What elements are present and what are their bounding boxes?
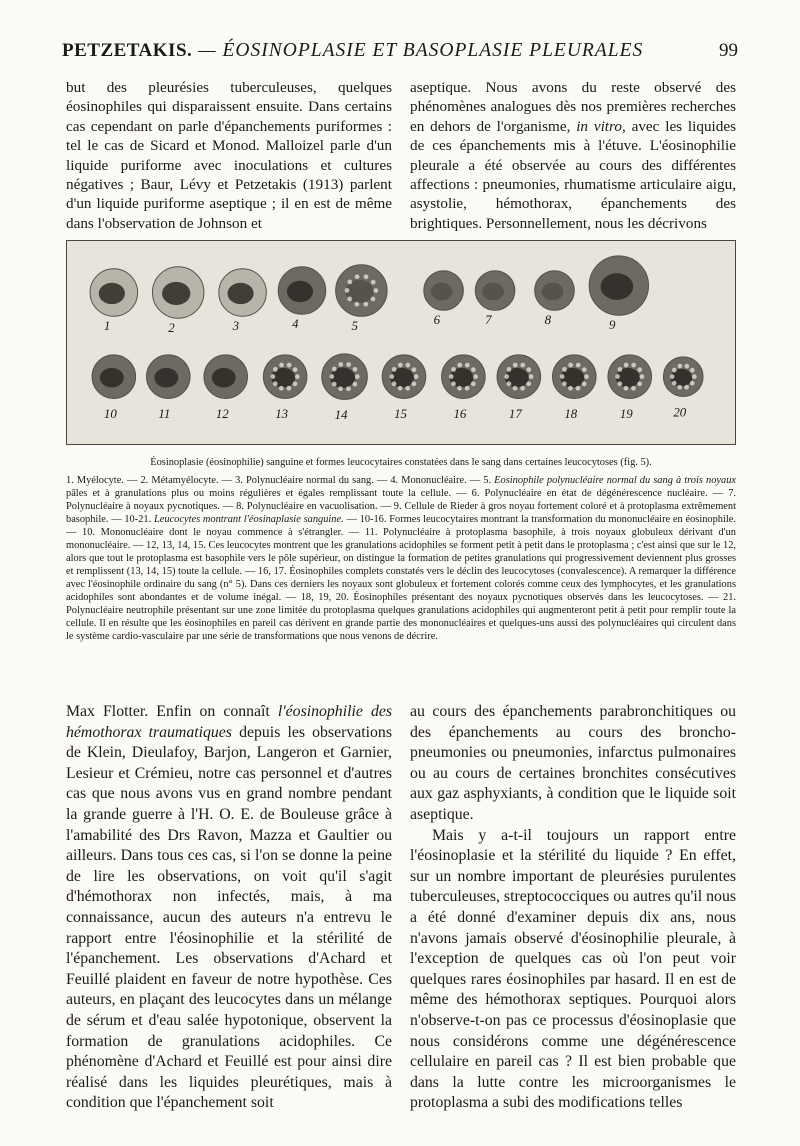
cell-label-15: 15 xyxy=(394,407,407,422)
granule xyxy=(684,364,689,369)
header-author: PETZETAKIS. xyxy=(62,40,193,61)
paragraph-bottom-left xyxy=(66,702,392,1114)
granule xyxy=(471,367,476,372)
granule xyxy=(353,367,358,372)
granule xyxy=(451,367,456,372)
granule xyxy=(332,382,337,387)
granule xyxy=(392,381,397,386)
granule xyxy=(286,386,291,391)
granule xyxy=(371,297,376,302)
granule xyxy=(271,374,276,379)
column-bottom-left xyxy=(66,702,392,1114)
cell-8 xyxy=(535,271,575,311)
figure-plate-leucocytes xyxy=(66,240,736,445)
granule xyxy=(640,374,645,379)
caption-italic-run: Leucocytes montrant l'éosinaplasie sanguine. xyxy=(153,514,344,525)
paragraph-top-left: but des pleurésies tuberculeuses, quelques éosinophiles qui disparaissent ensuite. Dans certains cas cependant on parle d'épanchements puriformes : tel le cas de Sicard et Monod. Malloizel parle d'un liquide puriforme avec inoculations et cultures négatives ; Baur, Lévy et Petzetakis (1913) parlent d'un liquide puriforme aseptique ; il en est de même dans l'observation de Johnson et xyxy=(66,79,392,232)
granule xyxy=(465,386,470,391)
granule xyxy=(504,374,509,379)
granule xyxy=(637,381,642,386)
cell-11 xyxy=(147,355,191,399)
granule xyxy=(414,374,419,379)
granule xyxy=(562,381,567,386)
granule xyxy=(287,363,292,368)
granule xyxy=(332,367,337,372)
granule xyxy=(560,374,565,379)
granule xyxy=(457,363,462,368)
cell-1 xyxy=(90,269,138,317)
cell-20 xyxy=(663,357,703,397)
granule xyxy=(346,386,351,391)
cell-nucleus xyxy=(482,283,504,301)
granule xyxy=(295,374,300,379)
caption-title: Éosinoplasie (éosinophilie) sanguine et formes leucocytaires constatées dans le sang dans certaines leucocytoses (fig. 5). xyxy=(150,457,652,468)
granule xyxy=(631,386,636,391)
granule xyxy=(347,280,352,285)
granule xyxy=(617,381,622,386)
figure-svg xyxy=(67,241,735,444)
cell-nucleus xyxy=(99,283,125,304)
granule xyxy=(338,386,343,391)
granule xyxy=(576,386,581,391)
granule xyxy=(672,381,677,386)
running-header xyxy=(62,40,738,72)
granule xyxy=(355,374,360,379)
granule xyxy=(507,367,512,372)
granule xyxy=(473,374,478,379)
header-dash: — xyxy=(198,40,217,61)
caption-run: pâles et à granulations plus ou moins régulières et égales remplissant toute la cellule. — 6. Polynucléaire en état de dégénérescence nucléaire. — 7. Polynucléaire à noyaux pycnotiques. — 8. Polynucléaire en vacuolisation. — 9. Cellule de Rieder à gros noyau fortement coloré et à protoplasma extrêmement basophile. — 10-21. xyxy=(66,488,736,525)
granule xyxy=(352,382,357,387)
cell-16 xyxy=(442,355,486,399)
cell-7 xyxy=(475,271,515,311)
granule xyxy=(690,368,695,373)
text-run: depuis les observations de Klein, Dieulafoy, Barjon, Langeron et Garnier, Lesieur et Crémieu, notre cas personnel et d'autres cas que nous avons vus en grand nombre pendant la grande guerre à l'H. O. E. de Bouleuse grâce à l'amabilité des Drs Ravon, Mazza et Gaultier ou ailleurs. Dans tous ces cas, si l'on se donne la peine de lire les observations, on voit qu'il s'agit d'hémothorax non infectés, mais, à ma connaissance, aucun des auteurs n'a entrevu le rapport entre l'éosinophilie et la stérilité de l'épanchement. Les observations d'Achard et Feuillé plaident en faveur de notre hypothèse. Ces auteurs, en plaçant des leucocytes dans un mélange de sérum et d'eau salée hypotonique, observent la formation de granulations acidophiles. Ce phénomène d'Achard et Feuillé est pour ainsi dire réalisé dans les liquides pleurétiques, mais à condition que l'épanchement soit xyxy=(66,723,392,1112)
granule xyxy=(624,386,629,391)
caption-run: — 10-16. Formes leucocytaires montrant la transformation du mononucléaire en éosinophile. — 10. Mononucléaire dont le noyau commence à s'étrangler. — 11. Polynucléaire à protoplasma basophile, à trois noyaux globuleux dérivant d'un mononucléaire. — 12, 13, 14, 15. Ces leucocytes montrent que les granulations acidophiles se forment petit à petit dans le protoplasma ; c'est ainsi que sur le 12, alors que tout le protoplasma est basophile vers le pôle supérieur, on distingue la formation de petites granulations qui progressivement deviennent plus grosses et remplissent (13, 14, 15) toute la cellule. — 16, 17. Éosinophiles complets constatés vers le déclin des leucocytoses (convalescence). A remarquer la différence avec l'éosinophile ordinaire du sang (n° 5). Dans ces derniers les noyaux sont globuleux et fortement colorés comme ceux des lymphocytes, et les granulations acidophiles sont abondantes et de volume inégal. — 18, 19, 20. Éosinophiles présentant des noyaux pycnotiques observés dans les leucocytoses. — 21. Polynucléaire neutrophile présentant sur une zone limitée du protoplasma quelques granulations acidophiles qui augmenteront petit à petit pour remplir toute la cellule. Il en résulte que les éosinophiles en pareil cas dérivent en grande partie des mononucléaires et quelques-uns aussi des polynucléaires qui circulent dans le système cardio-vasculaire par une série de transformations que nous venons de décrire. xyxy=(66,514,736,642)
granule xyxy=(398,386,403,391)
granule xyxy=(690,381,695,386)
granule xyxy=(513,386,518,391)
cell-label-7: 7 xyxy=(485,313,492,328)
granule xyxy=(364,274,369,279)
column-bottom-right xyxy=(410,702,736,1114)
granule xyxy=(576,363,581,368)
granule xyxy=(618,367,623,372)
cell-label-13: 13 xyxy=(275,407,289,422)
cell-label-17: 17 xyxy=(508,407,522,422)
cell-nucleus xyxy=(287,281,313,302)
caption-run: 1. Myélocyte. — 2. Métamyélocyte. — 3. Polynucléaire normal du sang. — 4. Mononucléaire. — 5. xyxy=(66,475,495,486)
granule xyxy=(405,386,410,391)
cell-label-20: 20 xyxy=(673,405,687,420)
granule xyxy=(411,381,416,386)
text-run: Max Flotter. Enfin on connaît xyxy=(66,703,278,720)
granule xyxy=(678,364,683,369)
cell-label-9: 9 xyxy=(608,318,616,333)
granule xyxy=(670,374,675,379)
cell-18 xyxy=(553,355,597,399)
granule xyxy=(568,363,573,368)
page-number: 99 xyxy=(719,40,738,61)
granule xyxy=(347,297,352,302)
granule xyxy=(371,280,376,285)
granule xyxy=(637,367,642,372)
granule xyxy=(582,367,587,372)
cell-label-6: 6 xyxy=(433,313,441,328)
granule xyxy=(684,385,689,390)
granule xyxy=(457,386,462,391)
cell-2 xyxy=(152,267,203,318)
cell-13 xyxy=(263,355,307,399)
granule xyxy=(279,386,284,391)
cell-label-18: 18 xyxy=(564,407,578,422)
granule xyxy=(584,374,589,379)
cell-6 xyxy=(424,271,464,311)
cell-nucleus xyxy=(212,368,236,388)
cell-nucleus xyxy=(431,283,453,301)
granule xyxy=(392,367,397,372)
cell-3 xyxy=(219,269,267,317)
granule xyxy=(449,374,454,379)
paragraph-bottom-right-2: Mais y a-t-il toujours un rapport entre l'éosinoplasie et la stérilité du liquide ? En effet, sur un nombre important de pleurésies purulentes tuberculeuses, streptococciques ou autres qu'il nous a été donné d'examiner depuis dix ans, nous n'avons jamais observé d'éosinophilie pleurale, à l'exception de quelques cas où l'on peut voir quelques rares éosinophiles par hasard. Il en est de même des hémothorax septiques. Pourquoi alors n'observe-t-on pas ce processus d'éosinoplasie que nous considérons comme une dégénérescence cellulaire en pareil cas ? Il est bien probable que dans la lutte contre les microorganismes le protoplasma a subi des modifications telles xyxy=(410,826,736,1112)
cell-4 xyxy=(278,267,326,315)
text-run: aseptique. Nous avons du reste observé des phénomènes analogues dès nos premières recherches en dehors de l'organisme, xyxy=(410,79,736,135)
granule xyxy=(582,381,587,386)
cell-9 xyxy=(589,256,648,315)
cell-19 xyxy=(608,355,652,399)
cell-nucleus xyxy=(601,273,634,300)
granule xyxy=(529,374,534,379)
granule xyxy=(412,367,417,372)
figure-caption xyxy=(66,456,736,643)
cell-label-14: 14 xyxy=(334,408,348,423)
granule xyxy=(465,363,470,368)
granule xyxy=(692,374,697,379)
granule xyxy=(273,381,278,386)
granule xyxy=(406,363,411,368)
paragraph-top-right xyxy=(410,78,736,233)
granule xyxy=(520,363,525,368)
granule xyxy=(389,374,394,379)
cell-label-10: 10 xyxy=(103,407,117,422)
granule xyxy=(293,381,298,386)
granule xyxy=(507,381,512,386)
granule xyxy=(329,374,334,379)
granule xyxy=(345,288,350,293)
granule xyxy=(338,362,343,367)
granule xyxy=(354,302,359,307)
italic-run: in vitro xyxy=(576,117,622,135)
caption-legend xyxy=(66,474,736,643)
cell-label-3: 3 xyxy=(232,319,240,334)
italic-run: l'éosinophilie des hémothorax traumatiques xyxy=(66,703,392,741)
cell-label-16: 16 xyxy=(453,407,467,422)
granule xyxy=(398,363,403,368)
caption-italic-run: Eosinophile polynucléaire normal du sang à trois noyaux xyxy=(494,475,737,486)
granule xyxy=(279,363,284,368)
cell-nucleus xyxy=(154,368,178,388)
column-top-left xyxy=(66,78,392,233)
cell-label-4: 4 xyxy=(292,317,299,332)
cell-label-5: 5 xyxy=(351,319,358,334)
cell-nucleus xyxy=(542,283,564,301)
cell-15 xyxy=(382,355,426,399)
granule xyxy=(346,362,351,367)
granule xyxy=(513,363,518,368)
text-run: , avec les liquides de ces épanchements mis à l'étuve. L'éosinophilie pleurale a été observée au cours des différentes affections : pneumonies, rhumatisme articulaire aigu, asystolie, hémothorax, épanchements des brightiques. Personnellement, nous les décrivons xyxy=(410,117,737,232)
granule xyxy=(672,368,677,373)
header-title xyxy=(198,40,719,62)
cell-label-12: 12 xyxy=(215,407,229,422)
granule xyxy=(273,367,278,372)
granule xyxy=(363,302,368,307)
cell-12 xyxy=(204,355,248,399)
granule xyxy=(615,374,620,379)
granule xyxy=(373,288,378,293)
granule xyxy=(562,367,567,372)
granule xyxy=(355,274,360,279)
cell-nucleus xyxy=(228,283,254,304)
cell-17 xyxy=(497,355,541,399)
granule xyxy=(526,367,531,372)
cell-5 xyxy=(336,265,387,316)
granule xyxy=(624,363,629,368)
cell-label-11: 11 xyxy=(158,407,171,422)
cell-label-19: 19 xyxy=(619,407,633,422)
granule xyxy=(631,363,636,368)
cell-label-8: 8 xyxy=(544,313,552,328)
granule xyxy=(520,386,525,391)
granule xyxy=(526,381,531,386)
paragraph-bottom-right-1: au cours des épanchements parabronchitiques ou des épanchements au cours des broncho-pneumonies ou pneumonies, infarctus pulmonaires ou au cours de certaines bronchites consécutives aux gaz asphyxiants, à condition que le liquide soit aseptique. xyxy=(410,703,736,823)
granule xyxy=(568,386,573,391)
header-title-text: ÉOSINOPLASIE ET BASOPLASIE PLEURALES xyxy=(222,40,644,61)
granule xyxy=(677,385,682,390)
granule xyxy=(471,381,476,386)
cell-10 xyxy=(92,355,136,399)
cell-label-2: 2 xyxy=(168,321,175,336)
cell-nucleus xyxy=(162,282,190,305)
cell-14 xyxy=(322,354,368,400)
cell-label-1: 1 xyxy=(103,319,111,334)
cell-nucleus xyxy=(100,368,124,388)
granule xyxy=(293,367,298,372)
granule xyxy=(451,381,456,386)
column-top-right xyxy=(410,78,736,233)
